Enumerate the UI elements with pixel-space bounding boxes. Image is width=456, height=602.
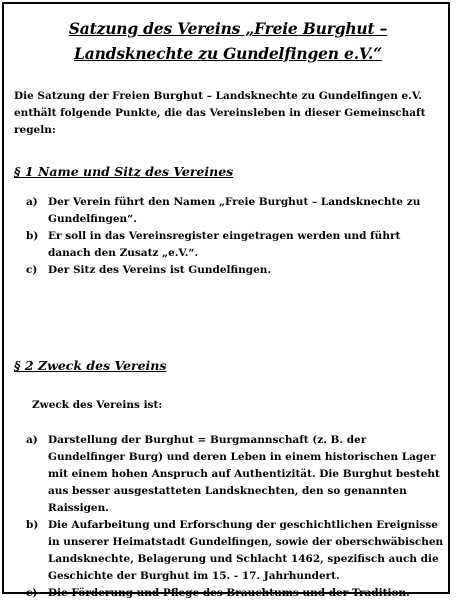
section-2-list (26, 432, 444, 602)
list-item (26, 262, 444, 279)
list-item (26, 228, 444, 262)
list-item-text: Er soll in das Vereinsregister eingetragen werden und führt danach den Zusatz „e.V.“. (48, 230, 401, 259)
list-item-text: Darstellung der Burghut = Burgmannschaft (z. B. der Gundelfinger Burg) und deren Leben in einem historischen Lager mit einem hohen Anspruch auf Authentizität. Die Burghut besteht aus besser ausgestatteten Landsknechten, den so genannten Raissigen. (48, 434, 440, 514)
list-marker: c) (26, 587, 38, 599)
section-2-heading: § 2 Zweck des Vereins (14, 358, 167, 373)
list-marker: a) (26, 196, 38, 208)
document-title: Satzung des Vereins „Freie Burghut – Landsknechte zu Gundelfingen e.V.“ (68, 19, 388, 63)
list-item (26, 432, 444, 517)
list-marker: b) (26, 519, 39, 531)
section-2-subheading: Zweck des Vereins ist: (32, 399, 163, 411)
list-marker: a) (26, 434, 38, 446)
list-item-text: Der Verein führt den Namen „Freie Burghut – Landsknechte zu Gundelfingen“. (48, 196, 421, 225)
list-marker: b) (26, 230, 39, 242)
list-item-text: Der Sitz des Vereins ist Gundelfingen. (48, 264, 272, 276)
section-1-heading: § 1 Name und Sitz des Vereines (14, 164, 234, 179)
list-item (26, 194, 444, 228)
list-item (26, 585, 444, 602)
list-item-text: Die Förderung und Pflege des Brauchtums und der Tradition. (48, 587, 410, 599)
document-page (2, 2, 450, 599)
section-1-list (26, 194, 444, 279)
list-item-text: Die Aufarbeitung und Erforschung der geschichtlichen Ereignisse in unserer Heimatstadt Gundelfingen, sowie der oberschwäbischen Landsknechte, Belagerung und Schlacht 1462, spezifisch auch die Geschichte der Burghut im 15. - 17. Jahrhundert. (48, 519, 444, 582)
list-item (26, 517, 444, 585)
list-marker: c) (26, 264, 38, 276)
intro-paragraph: Die Satzung der Freien Burghut – Landsknechte zu Gundelfingen e.V. enthält folgende Punkte, die das Vereinsleben in dieser Gemeinschaft regeln: (14, 90, 426, 136)
